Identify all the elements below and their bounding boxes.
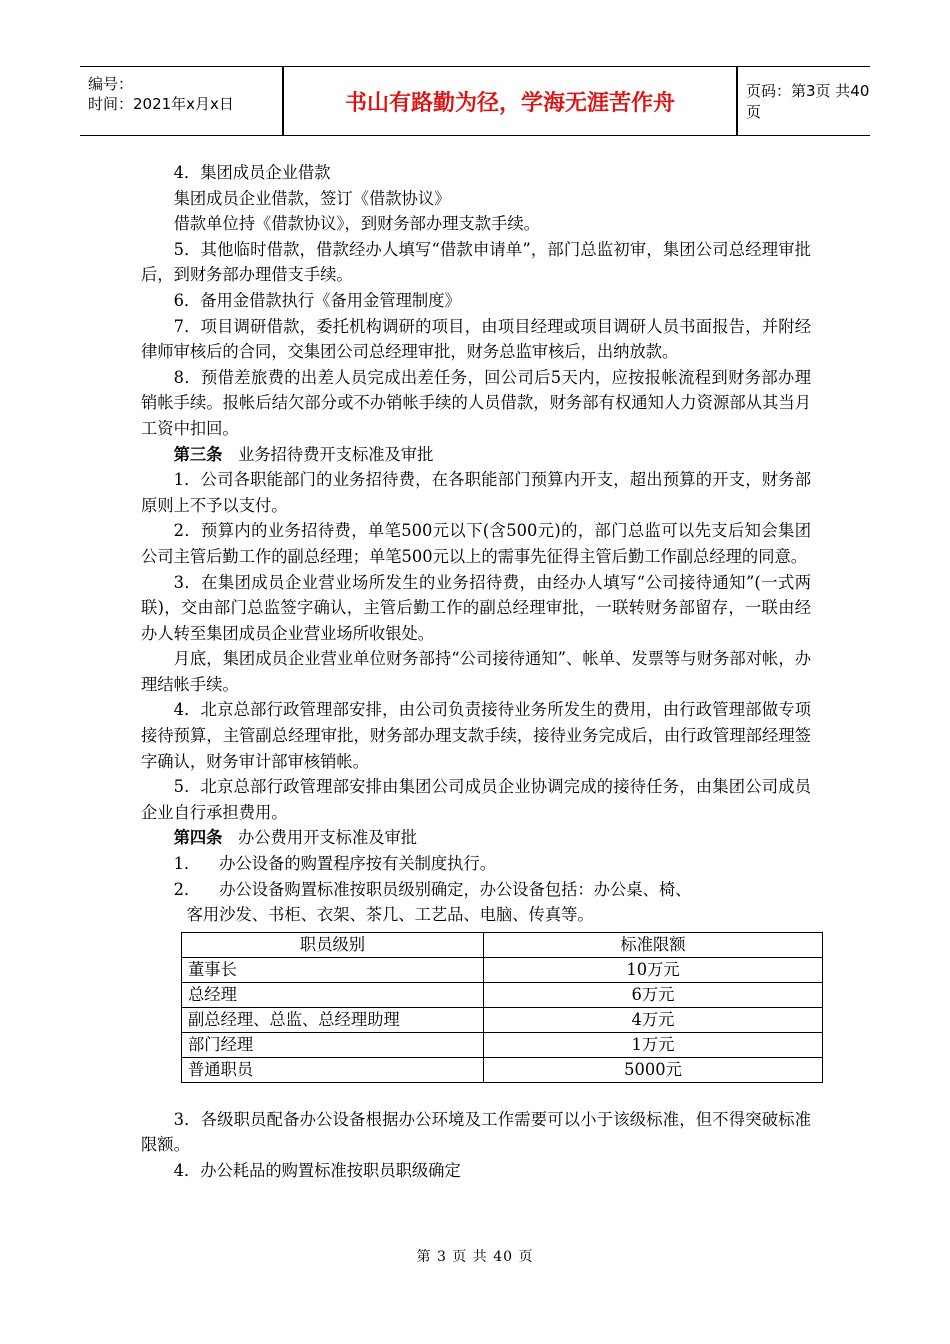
table-header: 职员级别 xyxy=(182,932,484,957)
table-row xyxy=(182,1007,823,1032)
time-label: 时间：2021年x月x日 xyxy=(88,95,234,113)
table-row xyxy=(182,982,823,1007)
paragraph: 3．在集团成员企业营业场所发生的业务招待费，由经办人填写“公司接待通知”(一式两联)，交由部门总监签字确认，主管后勤工作的副总经理审批，一联转财务部留存，一联由经办人转至集团成员企业营业场所收银处。 xyxy=(141,572,811,643)
paragraph: 借款单位持《借款协议》，到财务部办理支款手续。 xyxy=(173,214,540,234)
article-title: 业务招待费开支标准及审批 xyxy=(237,444,434,464)
paragraph: 集团成员企业借款，签订《借款协议》 xyxy=(173,188,451,208)
table-cell: 10万元 xyxy=(484,957,823,982)
table-cell: 部门经理 xyxy=(182,1032,484,1057)
header-divider xyxy=(736,67,738,135)
table-header: 标准限额 xyxy=(484,932,823,957)
paragraph: 5．北京总部行政管理部安排由集团公司成员企业协调完成的接待任务，由集团公司成员企业自行承担费用。 xyxy=(141,777,811,822)
paragraph: 1．公司各职能部门的业务招待费，在各职能部门预算内开支，超出预算的开支，财务部原则上不予以支付。 xyxy=(141,470,811,515)
code-label: 编号： xyxy=(88,75,134,93)
paragraph: 4．北京总部行政管理部安排，由公司负责接待业务所发生的费用，由行政管理部做专项接待预算，主管副总经理审批，财务部办理支款手续，接待业务完成后，由行政管理部经理签字确认，财务审计部审核销帐。 xyxy=(141,700,811,771)
header-page-info: 页码：第3页 共40页 xyxy=(746,82,870,121)
table-cell: 5000元 xyxy=(484,1057,823,1082)
list-item xyxy=(141,851,811,877)
standard-limit-table xyxy=(181,932,823,1083)
table-row xyxy=(182,1057,823,1082)
list-item-continued: 客用沙发、书柜、衣架、茶几、工艺品、电脑、传真等。 xyxy=(186,905,594,925)
paragraph: 月底，集团成员企业营业单位财务部持“公司接待通知”、帐单、发票等与财务部对帐，办理结帐手续。 xyxy=(141,649,811,694)
table-cell: 4万元 xyxy=(484,1007,823,1032)
table-cell: 6万元 xyxy=(484,982,823,1007)
paragraph: 3．各级职员配备办公设备根据办公环境及工作需要可以小于该级标准，但不得突破标准限额。 xyxy=(141,1109,811,1155)
list-number: 2． xyxy=(173,879,201,899)
paragraph: 4．办公耗品的购置标准按职员职级确定 xyxy=(173,1161,461,1180)
list-number: 1． xyxy=(173,854,201,874)
article-heading xyxy=(141,442,811,468)
paragraph: 4．集团成员企业借款 xyxy=(173,163,331,182)
article-heading xyxy=(141,825,811,851)
article-title: 办公费用开支标准及审批 xyxy=(237,828,418,848)
paragraph: 5．其他临时借款，借款经办人填写“借款申请单”，部门总监初审，集团公司总经理审批后，到财务部办理借支手续。 xyxy=(141,239,811,285)
header-motto: 书山有路勤为径，学海无涯苦作舟 xyxy=(344,90,675,116)
list-text: 办公设备购置标准按职员级别确定，办公设备包括：办公桌、椅、 xyxy=(219,879,692,899)
article-number: 第四条 xyxy=(173,828,223,848)
table-cell: 普通职员 xyxy=(182,1057,484,1082)
page-footer: 第 3 页 共 40 页 xyxy=(416,1249,534,1265)
document-body xyxy=(141,160,811,1184)
table-row xyxy=(182,1032,823,1057)
list-item xyxy=(141,877,811,903)
article-number: 第三条 xyxy=(173,444,223,464)
table-cell: 董事长 xyxy=(182,957,484,982)
paragraph: 7．项目调研借款，委托机构调研的项目，由项目经理或项目调研人员书面报告，并附经律师审核后的合同，交集团公司总经理审批，财务总监审核后，出纳放款。 xyxy=(141,316,811,362)
table-header-row xyxy=(182,932,823,957)
paragraph: 8．预借差旅费的出差人员完成出差任务，回公司后5天内，应按报帐流程到财务部办理销帐手续。报帐后结欠部分或不办销帐手续的人员借款，财务部有权通知人力资源部从其当月工资中扣回。 xyxy=(141,367,811,438)
paragraph: 2．预算内的业务招待费，单笔500元以下(含500元)的，部门总监可以先支后知会集团公司主管后勤工作的副总经理；单笔500元以上的需事先征得主管后勤工作副总经理的同意。 xyxy=(141,521,811,566)
table-cell: 1万元 xyxy=(484,1032,823,1057)
paragraph: 6．备用金借款执行《备用金管理制度》 xyxy=(173,290,461,310)
list-text: 办公设备的购置程序按有关制度执行。 xyxy=(219,854,497,874)
table-row xyxy=(182,957,823,982)
page-header xyxy=(80,66,870,136)
header-meta xyxy=(80,67,282,135)
table-cell: 副总经理、总监、总经理助理 xyxy=(182,1007,484,1032)
table-cell: 总经理 xyxy=(182,982,484,1007)
